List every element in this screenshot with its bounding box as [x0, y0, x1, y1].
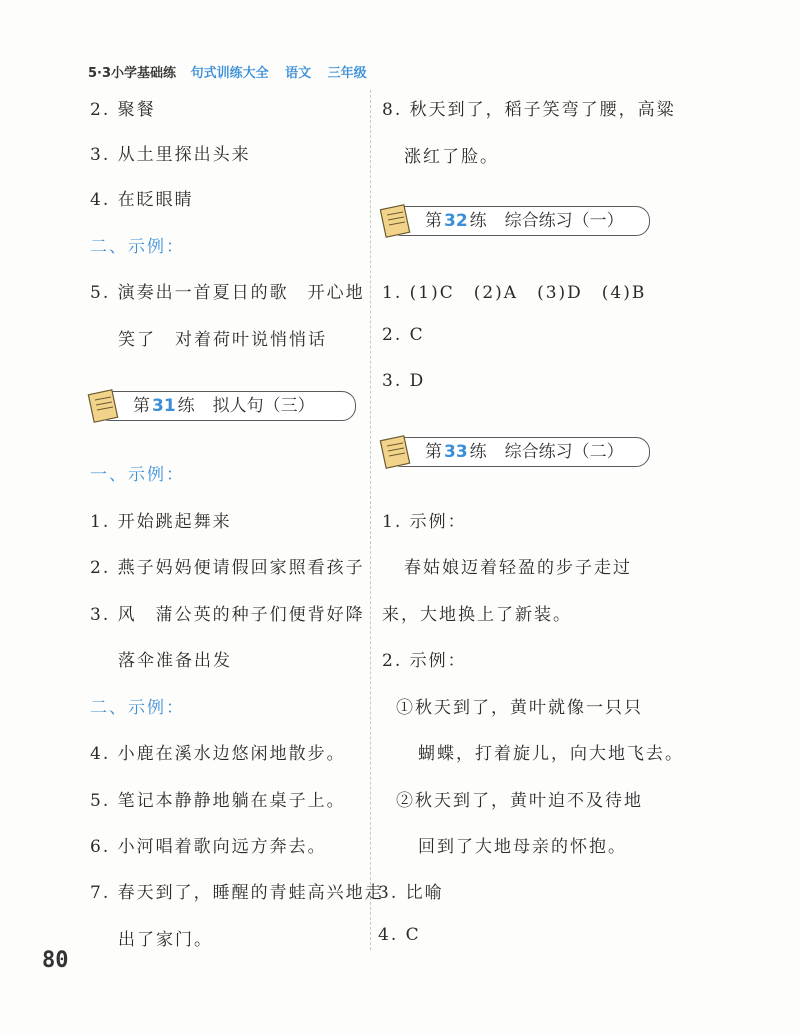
exercise-kind: 练	[177, 396, 195, 416]
answer-line: 1. 示例：	[382, 512, 467, 532]
section-label: 二、示例：	[90, 237, 185, 257]
answer-line: 涨红了脸。	[404, 147, 499, 167]
answer-line: 8. 秋天到了，稻子笑弯了腰，高粱	[382, 100, 676, 120]
answer-line: 3. 从土里探出头来	[90, 145, 251, 165]
answer-line: 1. 开始跳起舞来	[90, 512, 232, 532]
answer-line: 6. 小河唱着歌向远方奔去。	[90, 837, 327, 857]
notebook-icon	[379, 201, 415, 239]
notebook-icon	[379, 432, 415, 470]
page-number: 80	[42, 948, 69, 973]
answer-line: 笑了 对着荷叶说悄悄话	[118, 330, 327, 350]
exercise-ordinal: 第	[425, 211, 442, 231]
exercise-kind: 练	[469, 442, 487, 462]
brand-label: 5·3小学基础练	[88, 66, 177, 81]
answer-line: 落伞准备出发	[118, 651, 232, 671]
exercise-ordinal: 第	[133, 396, 150, 416]
answer-line: 3. D	[382, 371, 426, 391]
series-label: 句式训练大全	[190, 66, 269, 81]
answer-line: 春姑娘迈着轻盈的步子走过	[404, 558, 632, 578]
exercise-banner-33	[388, 437, 650, 467]
answer-line: 蝴蝶，打着旋儿，向大地飞去。	[418, 744, 684, 764]
answer-line: 3. 比喻	[378, 883, 444, 903]
answer-line: 2. 聚餐	[90, 100, 156, 120]
section-label: 一、示例：	[90, 465, 185, 485]
answer-line: 4. C	[378, 925, 421, 945]
subject-label: 语文	[285, 66, 312, 81]
answer-line: 回到了大地母亲的怀抱。	[418, 837, 627, 857]
answer-line: ②秋天到了，黄叶迫不及待地	[396, 791, 643, 811]
answer-line: 5. 演奏出一首夏日的歌 开心地	[90, 283, 365, 303]
answer-line: 7. 春天到了，睡醒的青蛙高兴地走	[90, 883, 384, 903]
page-header	[88, 62, 379, 81]
exercise-number: 32	[444, 211, 468, 231]
column-divider	[370, 90, 371, 950]
section-label: 二、示例：	[90, 698, 185, 718]
exercise-title: 综合练习（一）	[504, 211, 624, 231]
answer-line: 4. 小鹿在溪水边悠闲地散步。	[90, 744, 346, 764]
answer-line: 4. 在眨眼睛	[90, 190, 194, 210]
answer-line: 2. C	[382, 325, 425, 345]
exercise-title: 综合练习（二）	[504, 442, 624, 462]
answer-line: 2. 燕子妈妈便请假回家照看孩子	[90, 558, 365, 578]
exercise-title: 拟人句（三）	[212, 396, 315, 416]
exercise-number: 31	[152, 396, 176, 416]
answer-line: 来，大地换上了新装。	[382, 605, 572, 625]
exercise-number: 33	[444, 442, 468, 462]
answer-line: 5. 笔记本静静地躺在桌子上。	[90, 791, 346, 811]
answer-line: 出了家门。	[118, 930, 213, 950]
answer-line: 2. 示例：	[382, 651, 467, 671]
exercise-ordinal: 第	[425, 442, 442, 462]
grade-label: 三年级	[327, 66, 367, 81]
notebook-icon	[87, 386, 123, 424]
exercise-banner-32	[388, 206, 650, 236]
answer-line: 1. (1)C (2)A (3)D (4)B	[382, 283, 647, 303]
exercise-kind: 练	[469, 211, 487, 231]
answer-line: 3. 风 蒲公英的种子们便背好降	[90, 605, 365, 625]
exercise-banner-31	[96, 391, 356, 421]
answer-line: ①秋天到了，黄叶就像一只只	[396, 698, 643, 718]
